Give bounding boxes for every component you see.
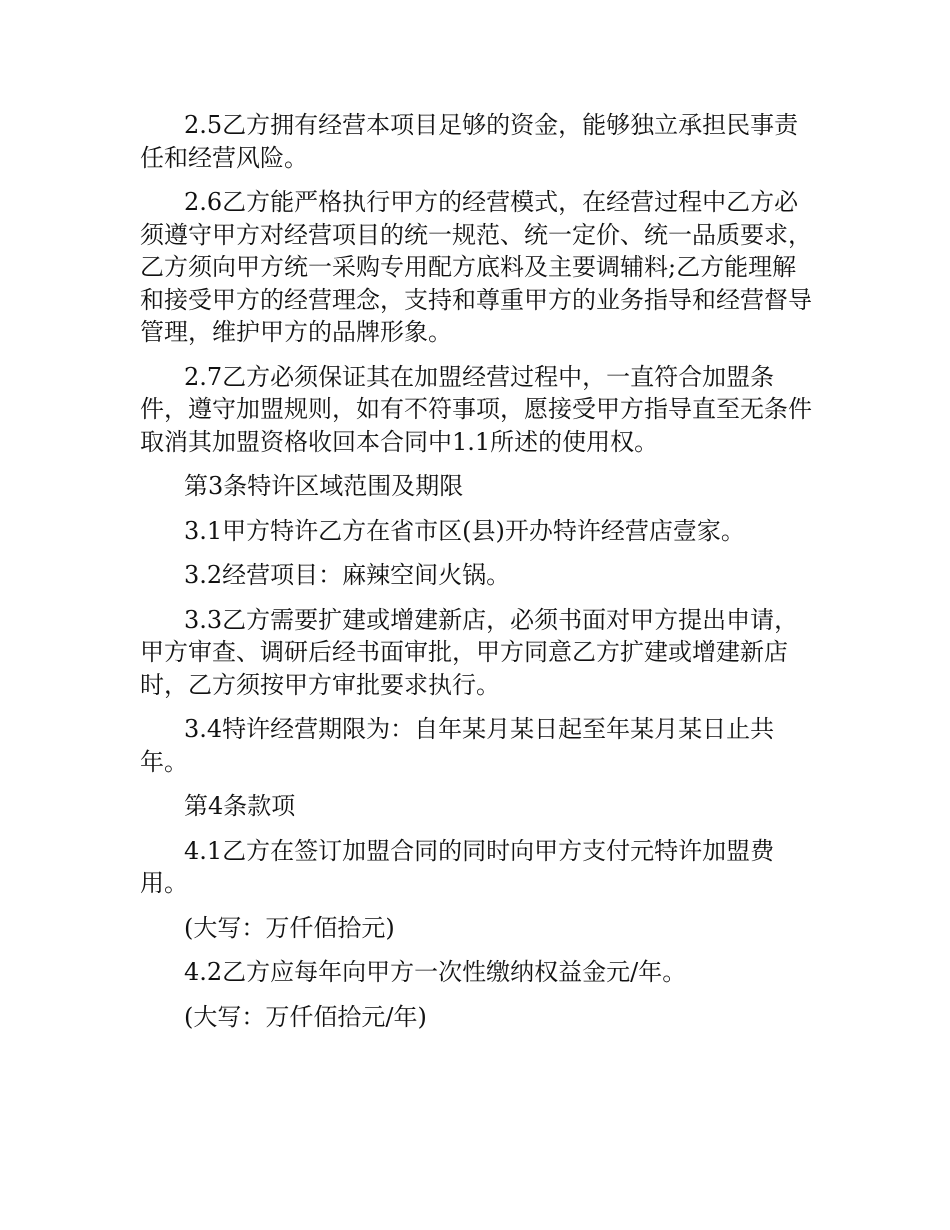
clause-2-7: 2.7乙方必须保证其在加盟经营过程中，一直符合加盟条件，遵守加盟规则，如有不符事项，愿接受甲方指导直至无条件取消其加盟资格收回本合同中1.1所述的使用权。 xyxy=(140,362,812,456)
clause-4-2: 4.2乙方应每年向甲方一次性缴纳权益金元/年。 xyxy=(184,958,687,986)
clause-3-2: 3.2经营项目：麻辣空间火锅。 xyxy=(184,561,511,589)
clause-2-6: 2.6乙方能严格执行甲方的经营模式，在经营过程中乙方必须遵守甲方对经营项目的统一规范、统一定价、统一品质要求，乙方须向甲方统一采购专用配方底料及主要调辅料;乙方能理解和接受甲方的经营理念，支持和尊重甲方的业务指导和经营督导管理，维护甲方的品牌形象。 xyxy=(140,188,812,346)
article-3-heading: 第3条特许区域范围及期限 xyxy=(184,472,464,500)
clause-3-3: 3.3乙方需要扩建或增建新店，必须书面对甲方提出申请，甲方审查、调研后经书面审批，甲方同意乙方扩建或增建新店时，乙方须按甲方审批要求执行。 xyxy=(140,605,799,699)
clause-4-1: 4.1乙方在签订加盟合同的同时向甲方支付元特许加盟费用。 xyxy=(140,836,775,897)
clause-3-1: 3.1甲方特许乙方在省市区(县)开办特许经营店壹家。 xyxy=(184,516,745,545)
article-4-heading: 第4条款项 xyxy=(184,792,296,820)
clause-2-5: 2.5乙方拥有经营本项目足够的资金，能够独立承担民事责任和经营风险。 xyxy=(140,111,799,172)
clause-3-4: 3.4特许经营期限为：自年某月某日起至年某月某日止共年。 xyxy=(140,715,775,776)
document-page xyxy=(140,109,812,1045)
amount-in-words-4-1: (大写：万仟佰拾元) xyxy=(184,913,395,942)
amount-in-words-4-2: (大写：万仟佰拾元/年) xyxy=(184,1002,427,1031)
